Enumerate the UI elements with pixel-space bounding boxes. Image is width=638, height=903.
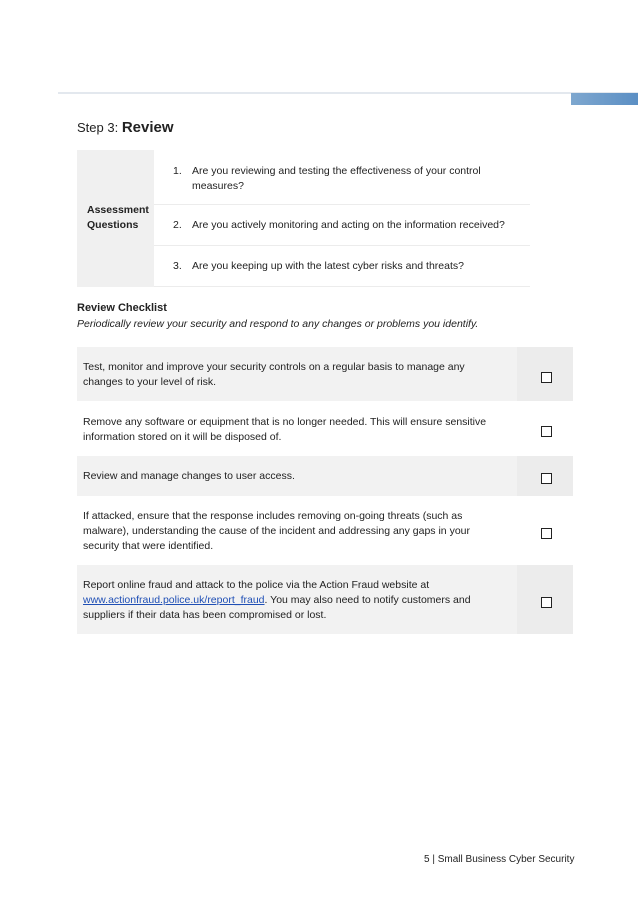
checklist-checkbox[interactable]	[541, 372, 552, 383]
step-heading	[77, 119, 174, 136]
page-number: 5	[424, 854, 430, 865]
page-footer: 5 | Small Business Cyber Security	[424, 854, 575, 865]
step-prefix: Step 3:	[77, 120, 119, 135]
action-fraud-link[interactable]: www.actionfraud.police.uk/report_fraud	[83, 594, 265, 606]
header-rule	[58, 92, 638, 94]
document-title: Small Business Cyber Security	[437, 854, 575, 865]
assessment-label: Assessment Questions	[87, 204, 149, 231]
review-checklist-subtitle: Periodically review your security and respond to any changes or problems you identify.	[77, 318, 479, 330]
checklist-checkbox[interactable]	[541, 473, 552, 484]
assessment-label-cell	[77, 150, 154, 287]
review-checklist-title: Review Checklist	[77, 302, 167, 314]
checklist-row: Remove any software or equipment that is no longer needed. This will ensure sensitive information stored on it will be disposed of.	[77, 401, 573, 456]
checklist-row: Test, monitor and improve your security controls on a regular basis to manage any changes to your level of risk.	[77, 347, 573, 401]
assessment-question: 1. Are you reviewing and testing the effectiveness of your control measures?	[154, 150, 530, 205]
assessment-question: 2. Are you actively monitoring and acting on the information received?	[154, 204, 530, 246]
checklist-checkbox[interactable]	[541, 528, 552, 539]
header-accent-bar	[571, 93, 638, 105]
step-title: Review	[121, 119, 174, 136]
checklist-row: If attacked, ensure that the response includes removing on-going threats (such as malware), understanding the cause of the incident and addressing any gaps in your security that were identified.	[77, 496, 573, 565]
checklist-checkbox[interactable]	[541, 597, 552, 608]
assessment-table	[77, 150, 530, 287]
checklist-row: Review and manage changes to user access.	[77, 456, 573, 496]
checklist-checkbox[interactable]	[541, 426, 552, 437]
assessment-question: 3. Are you keeping up with the latest cyber risks and threats?	[154, 245, 530, 287]
checklist-row: Report online fraud and attack to the police via the Action Fraud website at www.actionfraud.police.uk/report_fraud. You may also need to notify customers and suppliers if their data has been compromised or lost.	[77, 565, 573, 634]
